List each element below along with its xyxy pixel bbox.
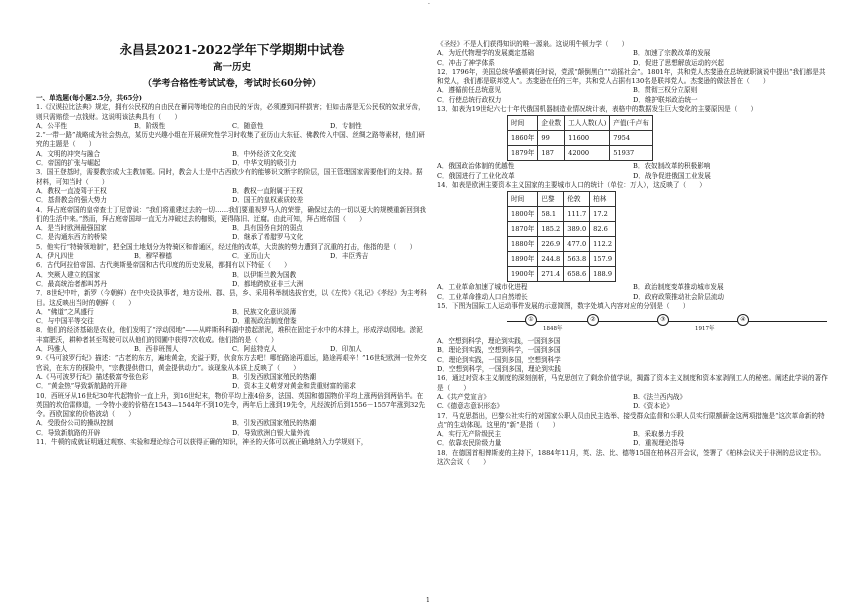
option: B．穆罕穆德 (134, 252, 172, 261)
question-text: 13．如表为19世纪六七十年代俄国机器制造业情况统计表，表格中的数据发生巨大变化的主要原因是（ ） (437, 105, 758, 114)
option: D．专制性 (330, 121, 362, 130)
option: B．教权一直附属于王权 (232, 186, 303, 195)
question-text: 17．马克思指出，巴黎公社实行的对国家公职人员由民主选举、接受群众监督和公职人员实行限额薪金这两项措施是“这次革命新的特点”的生动体现。这里的“新”是指（ ） (437, 411, 825, 429)
option: C．与中国平等交往 (36, 317, 94, 326)
question-text: 5．他实行“特骑领地制”，把全国土地划分为特骑区和普通区，经过他的改革，大贵族的势力遭到了沉重的打击，他指的是（ ） (36, 242, 417, 251)
options-row (36, 150, 428, 169)
table-cell: 187 (538, 146, 565, 161)
section-heading: 一、单选题(每小题2.5分，共65分) (36, 94, 143, 102)
timeline-year: 1848年 (543, 326, 563, 333)
option: D．中华文明的吸引力 (232, 159, 297, 168)
options-row (36, 187, 428, 206)
table-cell: 51937 (610, 146, 653, 161)
table-cell: 11600 (565, 131, 610, 146)
table-cell: 389.0 (564, 222, 590, 237)
option: D．资本主义萌芽对黄金和贵重财富的需求 (232, 382, 356, 391)
table-cell: 1890年 (508, 252, 538, 267)
option: C．工业革命推动人口自然增长 (437, 292, 528, 301)
option: A．突厥人建立的国家 (36, 270, 101, 279)
question-text: 12．1796年，美国总统华盛顿离任时说，党派“颠倒黑白”“动摇社会”。1801年，共和党人杰斐逊在总统就职演说中提出“我们都是共和党人，我们都是联邦党人”。杰斐逊在任的三年，共和党人占据有130名是联邦党人。杰斐逊的做法旨在（ ） (437, 67, 826, 86)
options-row (437, 393, 829, 412)
table-cell: 1900年 (508, 267, 538, 282)
timeline-mark: ② (587, 314, 599, 326)
question-text: 3．国王登基时，需要教宗或大主教加冕。同时，教会人士是中古西欧少有的能够识文断字的阶层，国王管理国家需要他们的支持。据材料，可知当时（ ） (36, 168, 423, 186)
question-text: 《圣经》不是人们获得知识的唯一源泉。这说明牛顿力学（ ） (437, 40, 629, 48)
option: C．亚历山大 (232, 252, 271, 261)
timeline-mark: ① (525, 314, 537, 326)
option: D．促进了思想解放运动的兴起 (633, 58, 725, 67)
table-cell: 1870年 (508, 222, 538, 237)
option: D．国王的皇权素质较差 (232, 196, 304, 205)
options-row (437, 49, 829, 68)
timeline-year: 1917年 (695, 326, 715, 333)
table-header-cell: 企业数 (538, 116, 565, 131)
question-text: 8．他们的经济基础是农业，他们发明了“浮动园地”——从畔斯科科湖中捞起淤泥，堆积在固定于水中的木排上，形成浮动园地。淤泥丰富肥沃，耕种者甚至驾驶可以从他们的园圃中获得7次收成。他们指的是（ ） (36, 326, 423, 344)
table-cell: 188.9 (590, 267, 616, 282)
table-header-cell: 巴黎 (538, 192, 564, 207)
q14-options (437, 283, 829, 302)
option: A．受股份公司的操纵控制 (36, 419, 114, 428)
table-cell: 1800年 (508, 207, 538, 222)
option: D．丰臣秀吉 (330, 252, 369, 261)
table-q13 (507, 115, 653, 161)
option: C．阿兹特克人 (232, 345, 277, 354)
table-cell: 1879年 (508, 146, 538, 161)
option: C．“黄金热”导致新航路的开辟 (36, 382, 127, 391)
option: C．随意性 (232, 121, 264, 130)
option: C．是沟通东西方的桥梁 (36, 233, 107, 242)
table-row (508, 252, 616, 267)
option: A．公平性 (36, 121, 68, 130)
option: A．实行无产阶级民主 (437, 430, 502, 439)
options-row (437, 86, 829, 105)
question-text: 4．拜占庭帝国的皇帝查士丁尼曾说：“我们将重建过去的一切……我们要重视罗马人的荣誉，确保过去的一切以更大的规模重新回到我们的生活中来。”然而，拜占庭帝国却一直无力冲破过去的枷锁，更得陈旧、迂腐。由此可知，拜占庭帝国（ ） (36, 205, 427, 223)
timeline-diagram (507, 312, 827, 336)
table-cell: 157.9 (590, 252, 616, 267)
option: D．重视理论指导 (633, 439, 685, 448)
table-cell: 82.6 (590, 222, 616, 237)
table-cell: 226.9 (538, 237, 564, 252)
table-header-row (508, 192, 616, 207)
question-text: 16．通过对资本主义制度的深刻剖析，马克思创立了剩余价值学说，揭露了资本主义制度和资本家剥削工人的秘密。阐述此学说的著作是（ ） (437, 374, 828, 392)
options-row (36, 373, 428, 392)
options-row (36, 271, 428, 290)
table-cell: 271.4 (538, 267, 564, 282)
table-row (508, 146, 653, 161)
table-cell: 7954 (610, 131, 653, 146)
table-cell: 185.2 (538, 222, 564, 237)
option: A．俄国政治体制的优越性 (437, 162, 515, 171)
right-question-list-bottom (437, 374, 829, 467)
option: A．“佛道”之风盛行 (36, 307, 94, 316)
option: B．以伊斯兰教为国教 (232, 270, 297, 279)
option: C．帝国的扩张与崛起 (36, 159, 101, 168)
option: B．西非班图人 (134, 345, 179, 354)
option: A．空想到科学，理论到实践，一国到多国 (437, 337, 561, 346)
option: B．引发西欧国家殖民的热潮 (232, 419, 316, 428)
table-row (508, 237, 616, 252)
option: C．最高统治者都叫苏丹 (36, 279, 107, 288)
option: B．采取暴力手段 (633, 430, 685, 439)
table-row (508, 267, 616, 282)
option: B．中外经济文化交流 (232, 149, 297, 158)
option: D．重视政治制度借鉴 (232, 317, 297, 326)
table-header-cell: 产值(千卢布 (610, 116, 653, 131)
exam-title: 永昌县2021-2022学年下学期期中试卷 (119, 42, 345, 57)
table-cell: 658.6 (564, 267, 590, 282)
option: B．民族文化意识淡薄 (232, 307, 297, 316)
options-row (36, 122, 428, 131)
option: D．空想到科学，一国到多国，理论到实践 (437, 365, 561, 374)
option: C．导致新航路的开辟 (36, 428, 101, 437)
table-header-cell: 柏林 (590, 192, 616, 207)
table-cell: 477.0 (564, 237, 590, 252)
exam-subject: 高一历史 (212, 62, 251, 73)
option: A．为近代物理学的发展奠定基础 (437, 49, 535, 58)
left-question-list (36, 103, 428, 447)
option: D．继承了希腊罗马文化 (232, 233, 304, 242)
right-column (437, 0, 829, 467)
top-dot: · (428, 1, 430, 8)
question-text: 1.《汉谟拉比法典》规定，拥有公民权的自由民在蓄同等地位的自由民的牙齿，必须遵到同样损害；但如击落是无公民权的奴隶牙齿，则只需赔偿一点钱财。这说明该法典具有（ ） (36, 103, 425, 121)
option: C．冲击了神学体系 (437, 58, 495, 67)
question-15: 15．下图为国际工人运动事件发展的示意简图，数字处填入内容对应的分别是（ ） (437, 301, 690, 310)
table-row (508, 222, 616, 237)
question-text: 6．古代阿拉伯帝国、古代奥斯曼帝国和古代印度的历史发展，都拥有以下特征（ ） (36, 261, 291, 270)
option: A．工业革命加速了城市化进程 (437, 283, 528, 292)
table-header-cell: 工人人数(人) (565, 116, 610, 131)
table-cell: 563.8 (564, 252, 590, 267)
page-number: 1 (426, 597, 430, 604)
exam-note: （学考合格性考试试卷，考试时长60分钟） (142, 78, 322, 89)
question-text: 10．西班牙从16世纪30年代起物价一直上升，到16世纪末，物价平均上涨4倍多，法国、英国和德国物价平均上涨两倍到两倍半。在英国的坎伯雷修道，一令特小麦的价格在1543—1544年不到10先令，两年后上涨到19先令，凡经波折后到1556－1557年涨到32先令。西欧国家的价格波动（ ） (36, 391, 426, 419)
table-cell: 112.2 (590, 237, 616, 252)
left-column (36, 0, 428, 447)
options-row (36, 308, 428, 327)
option: A.《马可波罗行纪》描述极富夸张色彩 (36, 372, 149, 381)
option: A．玛雅人 (36, 345, 68, 354)
table-cell: 1880年 (508, 237, 538, 252)
option: A.《共产党宣言》 (437, 392, 491, 401)
option: A．遵循前任总统意见 (437, 86, 502, 95)
option: D．都地跨欧亚非三大洲 (232, 279, 304, 288)
option: C．依靠农民阶级力量 (437, 439, 502, 448)
options-row (36, 224, 428, 243)
table-cell: 42000 (565, 146, 610, 161)
timeline-mark: ④ (737, 314, 749, 326)
table-cell: 17.2 (590, 207, 616, 222)
option: A．教权一直凌驾于王权 (36, 186, 107, 195)
question-text: 2.“一带一路”战略成为社会热点，某历史兴趣小组在开展研究性学习时收集了亚历山大东征、佛教传入中国、丝绸之路等素材，他们研究的主题是（ ） (36, 131, 425, 149)
option: C．基督教会的强大势力 (36, 196, 107, 205)
question-text: 18．在德国首相俾斯麦的主持下，1884年11月，英、法、比、德等15国在柏林召开会议，签署了《柏林会议关于非洲的总议定书》。这次会议（ ） (437, 448, 826, 467)
q15-options (437, 337, 829, 374)
option: B．理论到实践，空想到科学，一国到多国 (437, 346, 561, 355)
question-text: 7．8世纪中叶，新罗（今朝鲜）在中央设执事者，地方设州、郡、县，乡、采用科举制选拔官吏，以《左传》《礼记》《孝经》为主考科目。这反映出当时的朝鲜（ ） (36, 289, 427, 307)
option: C．俄国进行了工业化改革 (437, 171, 515, 180)
table-header-row (508, 116, 653, 131)
table-cell: 111.7 (564, 207, 590, 222)
question-text: 11．牛顿的成就证明通过观察、实验和理论综合可以获得正确的知识，神圣的天体可以被正确地纳入力学规则下， (36, 437, 368, 446)
options-row (437, 430, 829, 449)
options-row (36, 252, 428, 261)
option: B.《法兰西内战》 (633, 392, 687, 401)
question-text: 9.《马可波罗行纪》描述：“古老的东方，遍地黄金，充溢于野，伙食东方去吧！哪怕路途再遥远，路途再艰辛！”16世纪欧洲一位外交官说，在东方的探险中，“宗教提供借口，黄金提供动力”。该现象从本质上反映了（ ） (36, 354, 427, 372)
option: B．具有国务自封的弱点 (232, 224, 303, 233)
option: D．印加人 (330, 345, 362, 354)
options-row (36, 345, 428, 354)
option: B．阶级性 (134, 121, 166, 130)
table-row (508, 207, 616, 222)
table-header-cell: 伦敦 (564, 192, 590, 207)
option: B．引发西欧国家殖民的热潮 (232, 372, 316, 381)
table-header-cell: 时间 (508, 116, 538, 131)
option: B．农奴制改革的积极影响 (633, 162, 711, 171)
q13-options (437, 162, 829, 181)
option: D.《资本论》 (633, 402, 674, 411)
right-question-list-top (437, 40, 829, 114)
option: A．文明的冲突与融合 (36, 149, 101, 158)
option: A．是当时欧洲最强国家 (36, 224, 107, 233)
option: C.《德意志意识形态》 (437, 402, 504, 411)
option: D．战争促进俄国工业发展 (633, 171, 711, 180)
options-row (36, 419, 428, 438)
option: D．政府政策推动社会阶层流动 (633, 292, 725, 301)
table-cell: 99 (538, 131, 565, 146)
option: B．政治制度变革推动城市发展 (633, 283, 724, 292)
table-cell: 1860年 (508, 131, 538, 146)
table-cell: 244.8 (538, 252, 564, 267)
option: A．伊凡四世 (36, 252, 74, 261)
table-cell: 58.1 (538, 207, 564, 222)
table-q14 (507, 191, 616, 282)
option: C．行使总统行政权力 (437, 95, 502, 104)
option: C．理论到实践，一国到多国，空想到科学 (437, 355, 561, 364)
option: B．加速了宗教改革的发展 (633, 49, 711, 58)
timeline-mark: ③ (657, 314, 669, 326)
table-row (508, 131, 653, 146)
option: B．贯彻三权分立原则 (633, 86, 698, 95)
question-14: 14．如表是欧洲主要资本主义国家的主要城市人口的统计（单位：万人），这反映了（ ） (437, 180, 706, 189)
table-header-cell: 时间 (508, 192, 538, 207)
option: D．导致欧洲白银大量外流 (232, 428, 310, 437)
option: D．维护联邦政治统一 (633, 95, 698, 104)
